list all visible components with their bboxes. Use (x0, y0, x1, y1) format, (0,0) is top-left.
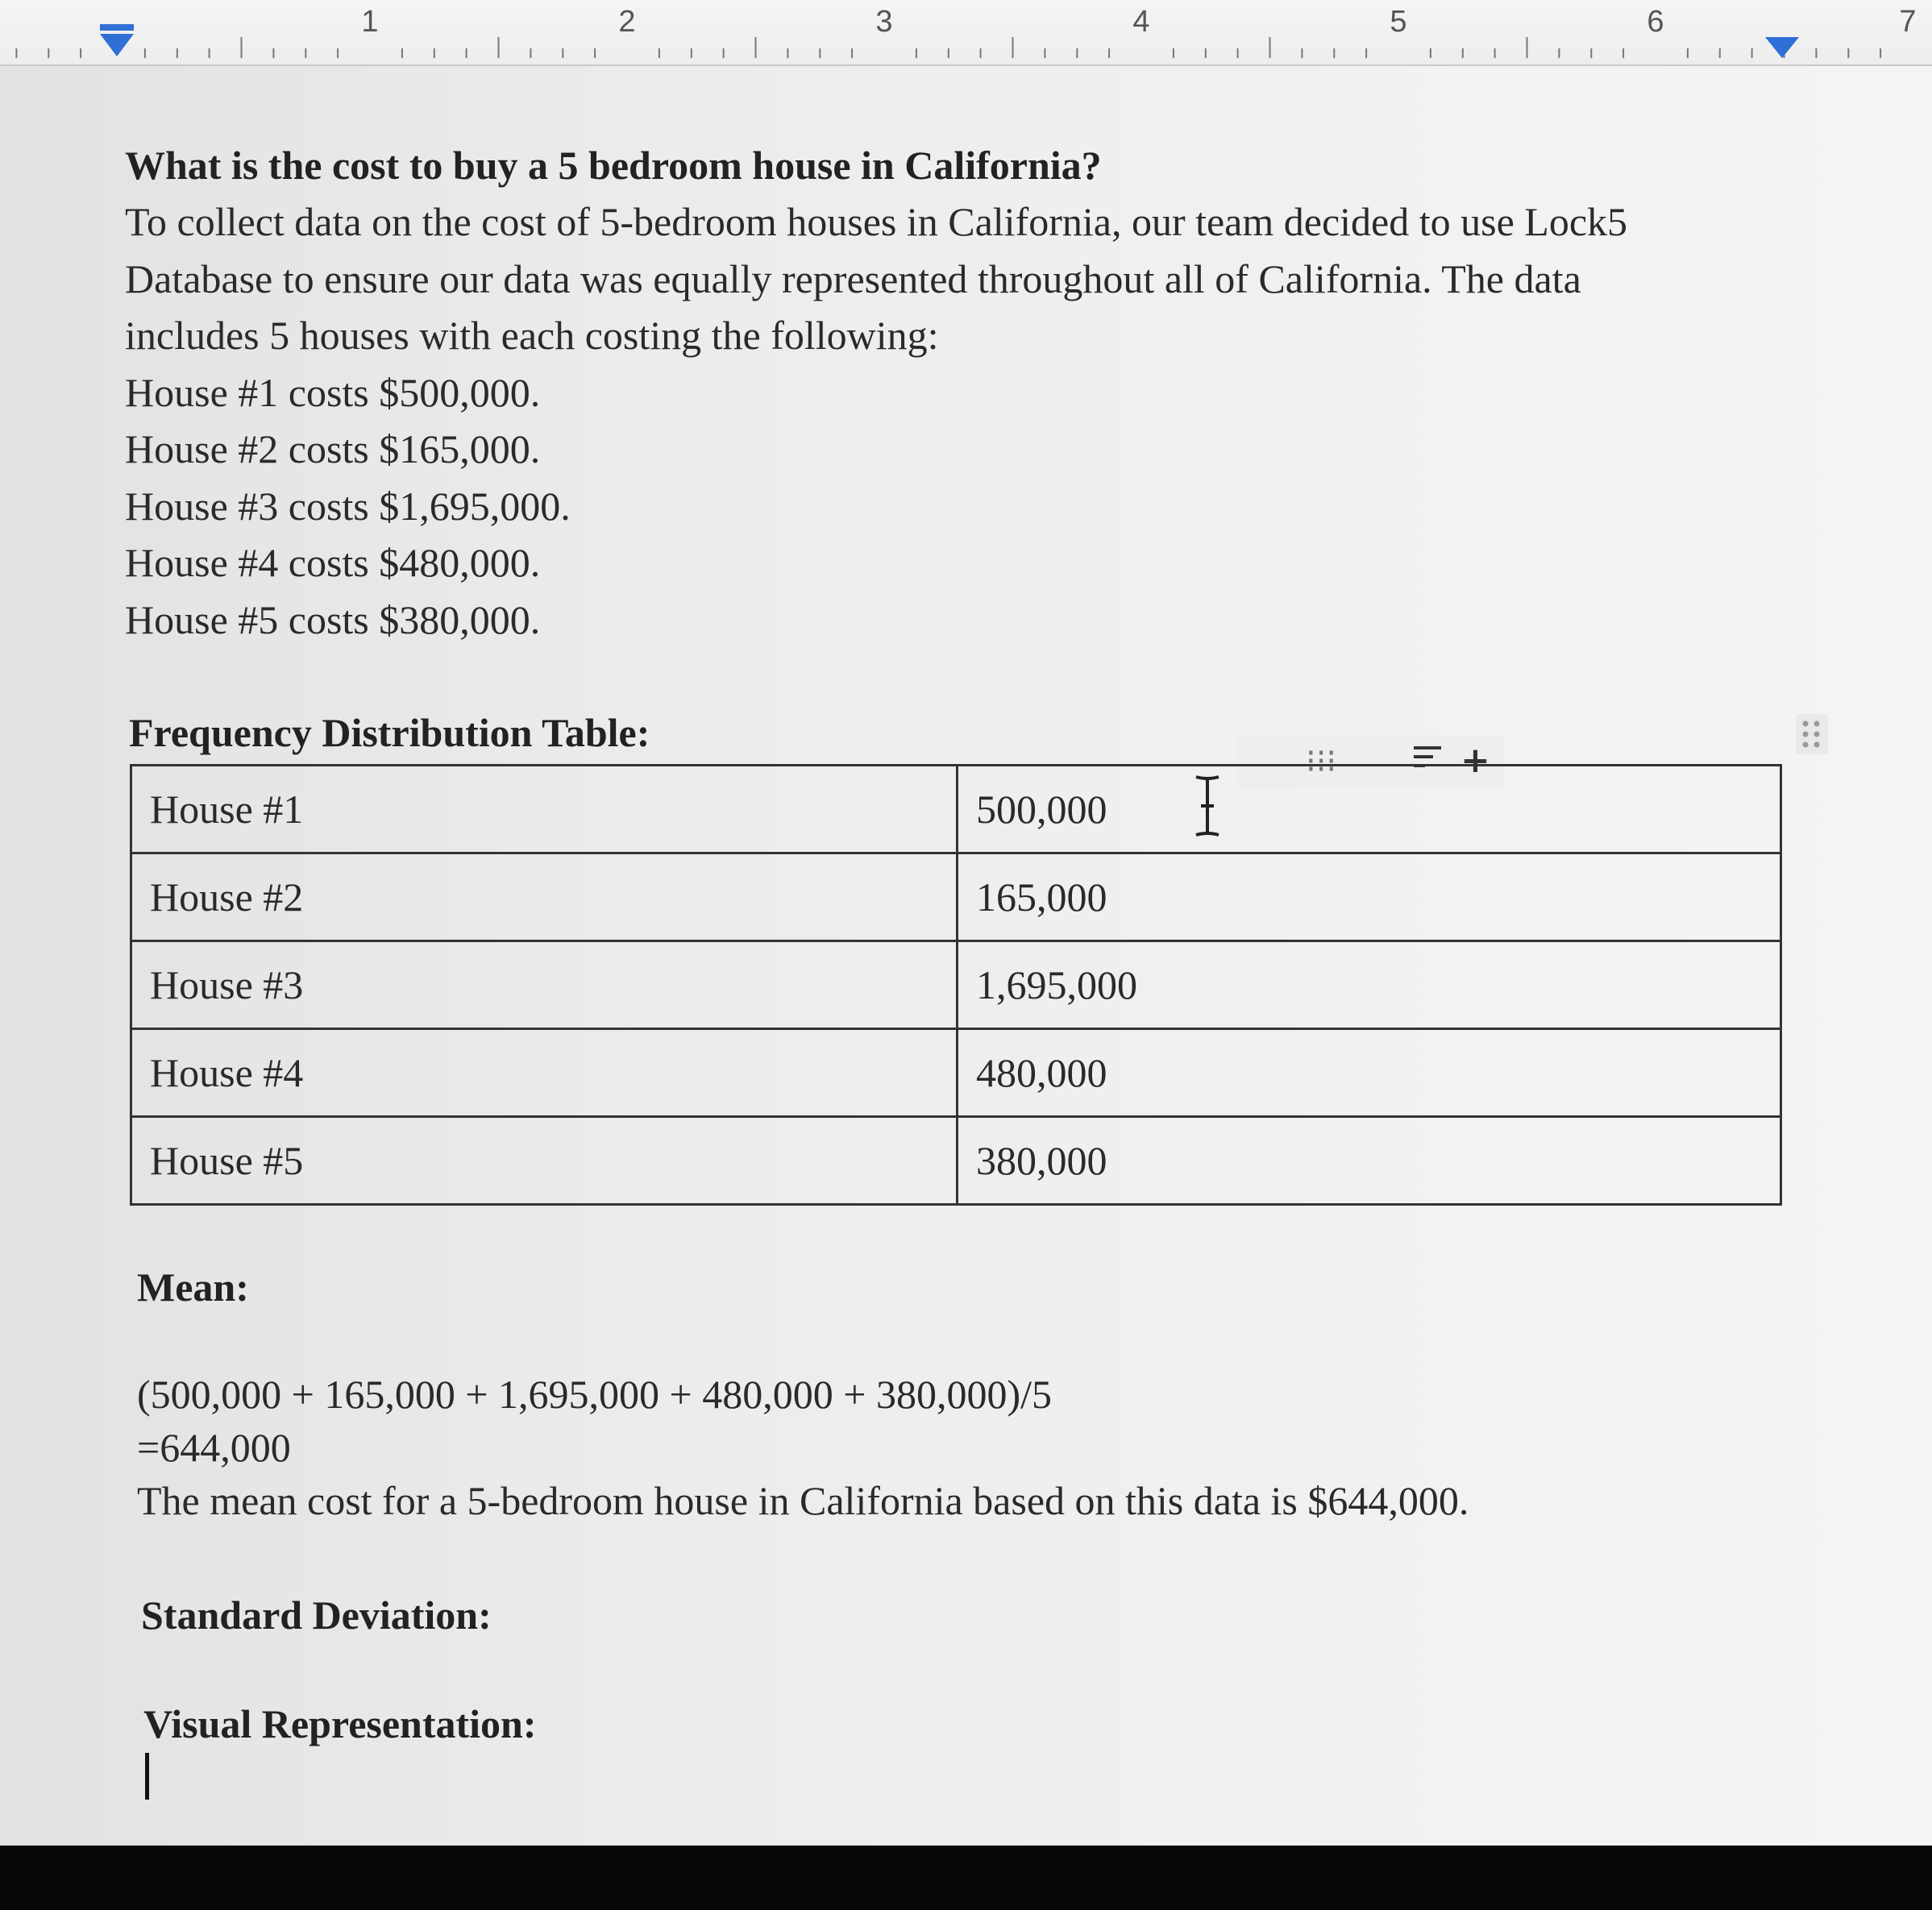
ruler-number-6: 6 (1647, 5, 1664, 39)
table-row[interactable] (131, 1117, 1781, 1205)
table-cell-value[interactable]: 500,000 (958, 766, 1781, 853)
table-row[interactable] (131, 941, 1781, 1029)
mean-formula: (500,000 + 165,000 + 1,695,000 + 480,000 + 380,000)/5 (137, 1372, 1052, 1417)
frequency-table[interactable] (130, 764, 1782, 1206)
ruler-ticks (0, 0, 1932, 64)
document-title: What is the cost to buy a 5 bedroom house in California? (125, 143, 1102, 188)
house-cost-line: House #5 costs $380,000. (125, 596, 541, 642)
standard-deviation-heading: Standard Deviation: (141, 1592, 492, 1638)
mean-sentence: The mean cost for a 5-bedroom house in California based on this data is $644,000. (137, 1478, 1469, 1523)
table-cell-label[interactable]: House #5 (131, 1117, 958, 1205)
table-row[interactable] (131, 853, 1781, 941)
house-cost-line: House #3 costs $1,695,000. (125, 483, 571, 529)
mean-heading: Mean: (137, 1264, 249, 1310)
ruler-number-7: 7 (1899, 5, 1917, 39)
intro-line: To collect data on the cost of 5-bedroom houses in California, our team decided to use Lock5 (125, 199, 1628, 244)
table-cell-label[interactable]: House #2 (131, 853, 958, 941)
table-heading: Frequency Distribution Table: (129, 710, 650, 755)
house-cost-line: House #1 costs $500,000. (125, 369, 541, 415)
mean-result: =644,000 (137, 1425, 291, 1470)
plus-icon[interactable]: + (1460, 740, 1490, 781)
table-cell-label[interactable]: House #4 (131, 1029, 958, 1117)
ruler-number-3: 3 (875, 5, 893, 39)
ruler-number-1: 1 (361, 5, 379, 39)
house-cost-line: House #4 costs $480,000. (125, 540, 541, 585)
ruler-number-4: 4 (1132, 5, 1150, 39)
mean-calculation (137, 1368, 1469, 1527)
table-row[interactable] (131, 766, 1781, 853)
table-cell-value[interactable]: 1,695,000 (958, 941, 1781, 1029)
text-cursor-icon (1191, 774, 1224, 838)
table-row[interactable] (131, 1029, 1781, 1117)
visual-representation-heading: Visual Representation: (143, 1701, 537, 1746)
table-cell-label[interactable]: House #1 (131, 766, 958, 853)
row-handle-icon[interactable] (1796, 714, 1828, 754)
intro-line: Database to ensure our data was equally represented throughout all of California. The data (125, 255, 1581, 301)
table-cell-value[interactable]: 380,000 (958, 1117, 1781, 1205)
table-cell-value[interactable]: 480,000 (958, 1029, 1781, 1117)
ruler-number-2: 2 (618, 5, 636, 39)
intro-paragraph (125, 193, 1627, 648)
ruler[interactable] (0, 0, 1932, 66)
table-cell-label[interactable]: House #3 (131, 941, 958, 1029)
bottom-bar (0, 1846, 1932, 1910)
grid-drag-icon[interactable]: ⁝⁝⁝ (1306, 743, 1337, 780)
ruler-number-5: 5 (1390, 5, 1407, 39)
intro-line: includes 5 houses with each costing the following: (125, 313, 939, 358)
text-caret (145, 1753, 149, 1800)
house-cost-line: House #2 costs $165,000. (125, 426, 541, 471)
table-cell-value[interactable]: 165,000 (958, 853, 1781, 941)
